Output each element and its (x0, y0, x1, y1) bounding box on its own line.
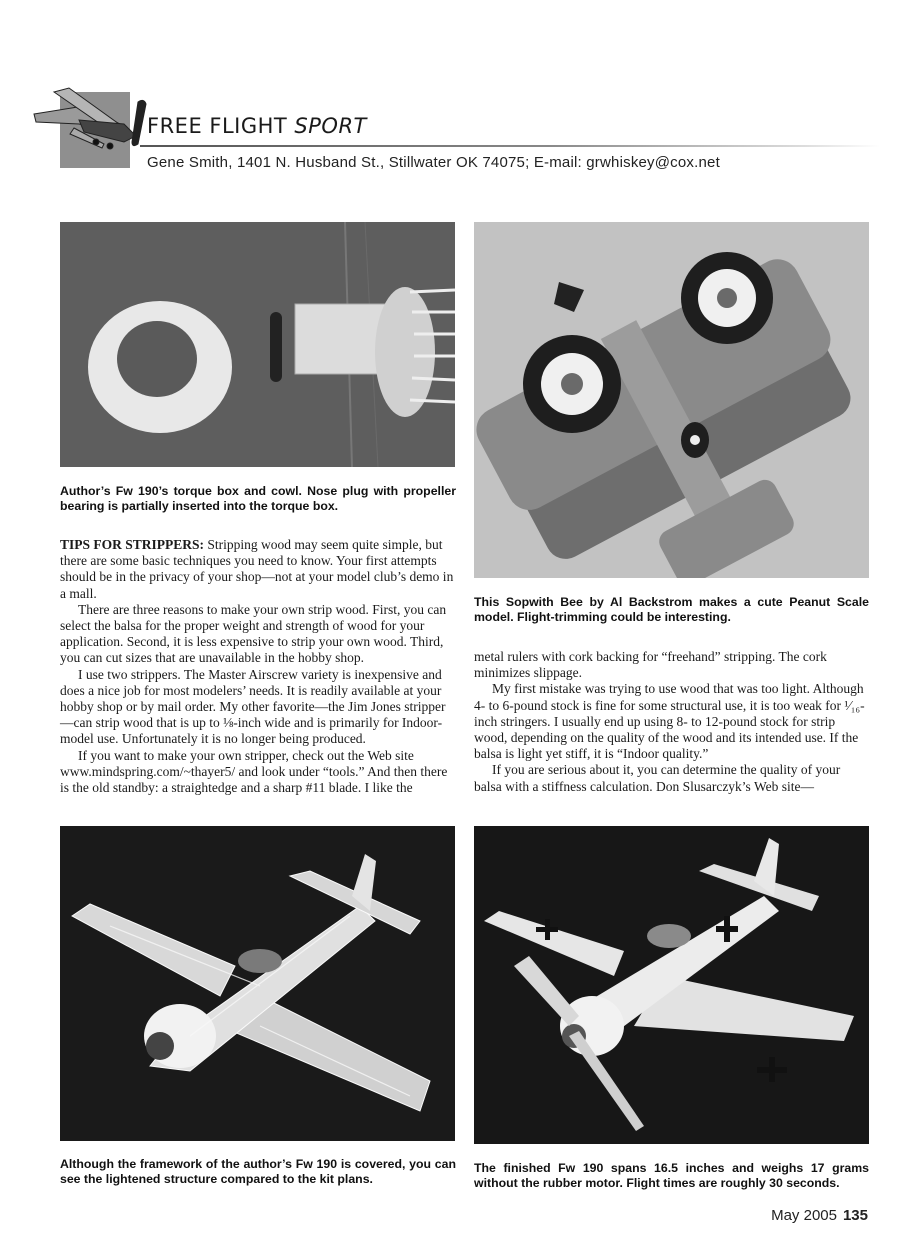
article-paragraph: If you want to make your own stripper, check out the Web site www.mindspring.com/~thayer5/ and look under “tools.” And then there is the old standby: a straightedge and a sharp #11 blade. I like the (60, 747, 448, 796)
author-contact-line: Gene Smith, 1401 N. Husband St., Stillwater OK 74075; E-mail: grwhiskey@cox.net (147, 154, 720, 171)
section-lead-in: TIPS FOR STRIPPERS: (60, 537, 205, 552)
photo-sopwith-bee (474, 222, 869, 578)
photo-torque-box-cowl (60, 222, 455, 467)
page-number: 135 (842, 1207, 868, 1224)
caption-fw190-framework: Although the framework of the author’s Fw 190 is covered, you can see the lightened structure compared to the kit plans. (60, 1157, 456, 1186)
article-paragraph: I use two strippers. The Master Airscrew variety is inexpensive and does a nice job for most modelers’ needs. It is readily available at your hobby shop or by mail order. My other favorite—the Jim Jones stripper—can strip wood that is up to ⅛-inch wide and is primarily for Indoor-model use. Unfortunately it is no longer being produced. (60, 666, 446, 747)
caption-sopwith-bee: This Sopwith Bee by Al Backstrom makes a cute Peanut Scale model. Flight-trimming could be interesting. (474, 595, 869, 624)
article-paragraph: If you are serious about it, you can determine the quality of your balsa with a stiffness calculation. Don Slusarczyk’s Web site— (474, 762, 841, 794)
caption-torque-box: Author’s Fw 190’s torque box and cowl. Nose plug with propeller bearing is partially inserted into the torque box. (60, 484, 456, 513)
article-paragraph: TIPS FOR STRIPPERS: Stripping wood may seem quite simple, but there are some basic techniques you need to know. Your first attempts should be in the privacy of your shop—not at your model club’s demo in a mall. (60, 537, 454, 601)
article-column-1 (60, 537, 456, 796)
page-folio (771, 1207, 868, 1224)
column-title-italic: SPORT (294, 114, 367, 138)
article-column-2 (474, 649, 869, 795)
photo-fw190-framework (60, 826, 455, 1141)
column-title-regular: FREE FLIGHT (147, 114, 295, 138)
header-rule (140, 145, 880, 147)
article-paragraph: My first mistake was trying to use wood that was too light. Although 4- to 6-pound stock is fine for some structural use, it is too weak for ¹⁄₁₆-inch stringers. I usually end up using 8- to 12-pound stock for strip wood, depending on the quality of the wood and its intended use. If the balsa is light yet stiff, it is “Indoor quality.” (474, 681, 865, 762)
article-paragraph: metal rulers with cork backing for “freehand” stripping. The cork minimizes slippage. (474, 649, 827, 681)
photo-fw190-finished (474, 826, 869, 1144)
article-paragraph: There are three reasons to make your own strip wood. First, you can select the balsa for the proper weight and strength of wood for your application. Second, it is less expensive to strip your own wood. Third, you can cut sizes that are unavailable in the hobby shop. (60, 601, 447, 666)
column-title (147, 114, 367, 138)
issue-date: May 2005 (771, 1207, 837, 1224)
airplane-logo-icon (24, 84, 164, 164)
caption-fw190-finished: The finished Fw 190 spans 16.5 inches and weighs 17 grams without the rubber motor. Flight times are roughly 30 seconds. (474, 1161, 869, 1190)
